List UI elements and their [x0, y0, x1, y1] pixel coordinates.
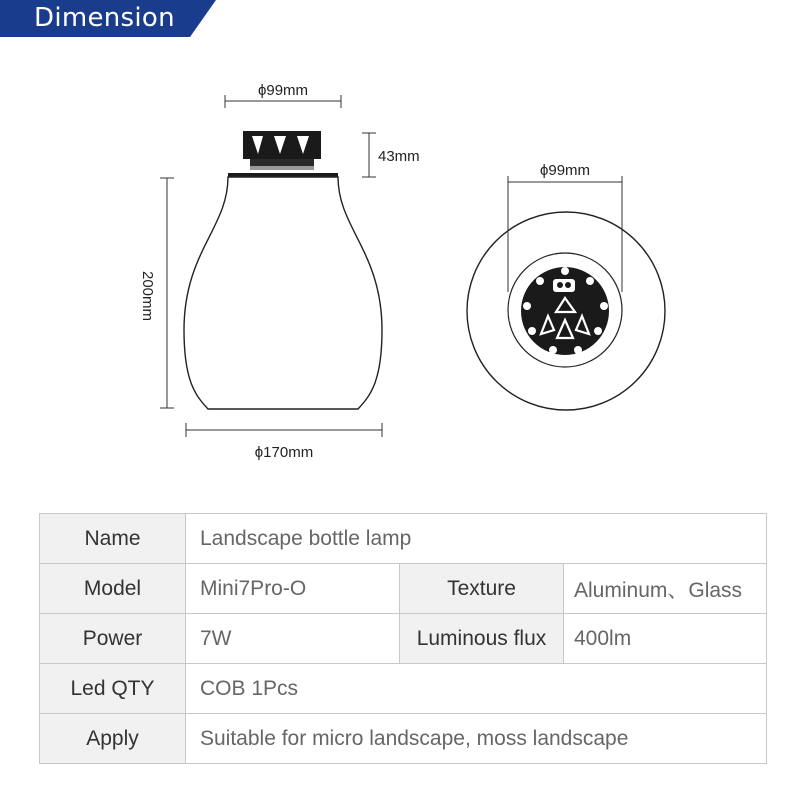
model-value: Mini7Pro-O — [186, 564, 400, 614]
lamp-cap — [243, 131, 321, 170]
bottom-diameter-label: ϕ170mm — [254, 444, 314, 461]
apply-label: Apply — [40, 714, 186, 764]
led-qty-label: Led QTY — [40, 664, 186, 714]
top-diameter-label: ϕ99mm — [257, 82, 309, 99]
banner-title: Dimension — [34, 3, 175, 33]
power-value: 7W — [186, 614, 400, 664]
table-row — [40, 664, 767, 714]
model-label: Model — [40, 564, 186, 614]
table-row — [40, 564, 767, 614]
name-value: Landscape bottle lamp — [186, 514, 767, 564]
texture-label: Texture — [400, 564, 564, 614]
cap-height-label: 43mm — [378, 148, 420, 165]
bottom-diameter-dimension — [186, 423, 382, 437]
lamp-body — [184, 173, 382, 409]
body-height-label: 200mm — [139, 270, 156, 322]
led-qty-value: COB 1Pcs — [186, 664, 767, 714]
cap-height-dimension — [362, 133, 376, 177]
lamp-top-view — [467, 212, 665, 410]
luminous-flux-value: 400lm — [564, 614, 767, 664]
luminous-flux-label: Luminous flux — [400, 614, 564, 664]
name-label: Name — [40, 514, 186, 564]
topview-diameter-label: ϕ99mm — [539, 162, 591, 179]
body-height-dimension — [160, 178, 174, 408]
power-label: Power — [40, 614, 186, 664]
table-row — [40, 614, 767, 664]
apply-value: Suitable for micro landscape, moss landscape — [186, 714, 767, 764]
table-row — [40, 714, 767, 764]
table-row — [40, 514, 767, 564]
specs-table — [39, 513, 767, 764]
texture-value: Aluminum、Glass — [564, 564, 767, 614]
